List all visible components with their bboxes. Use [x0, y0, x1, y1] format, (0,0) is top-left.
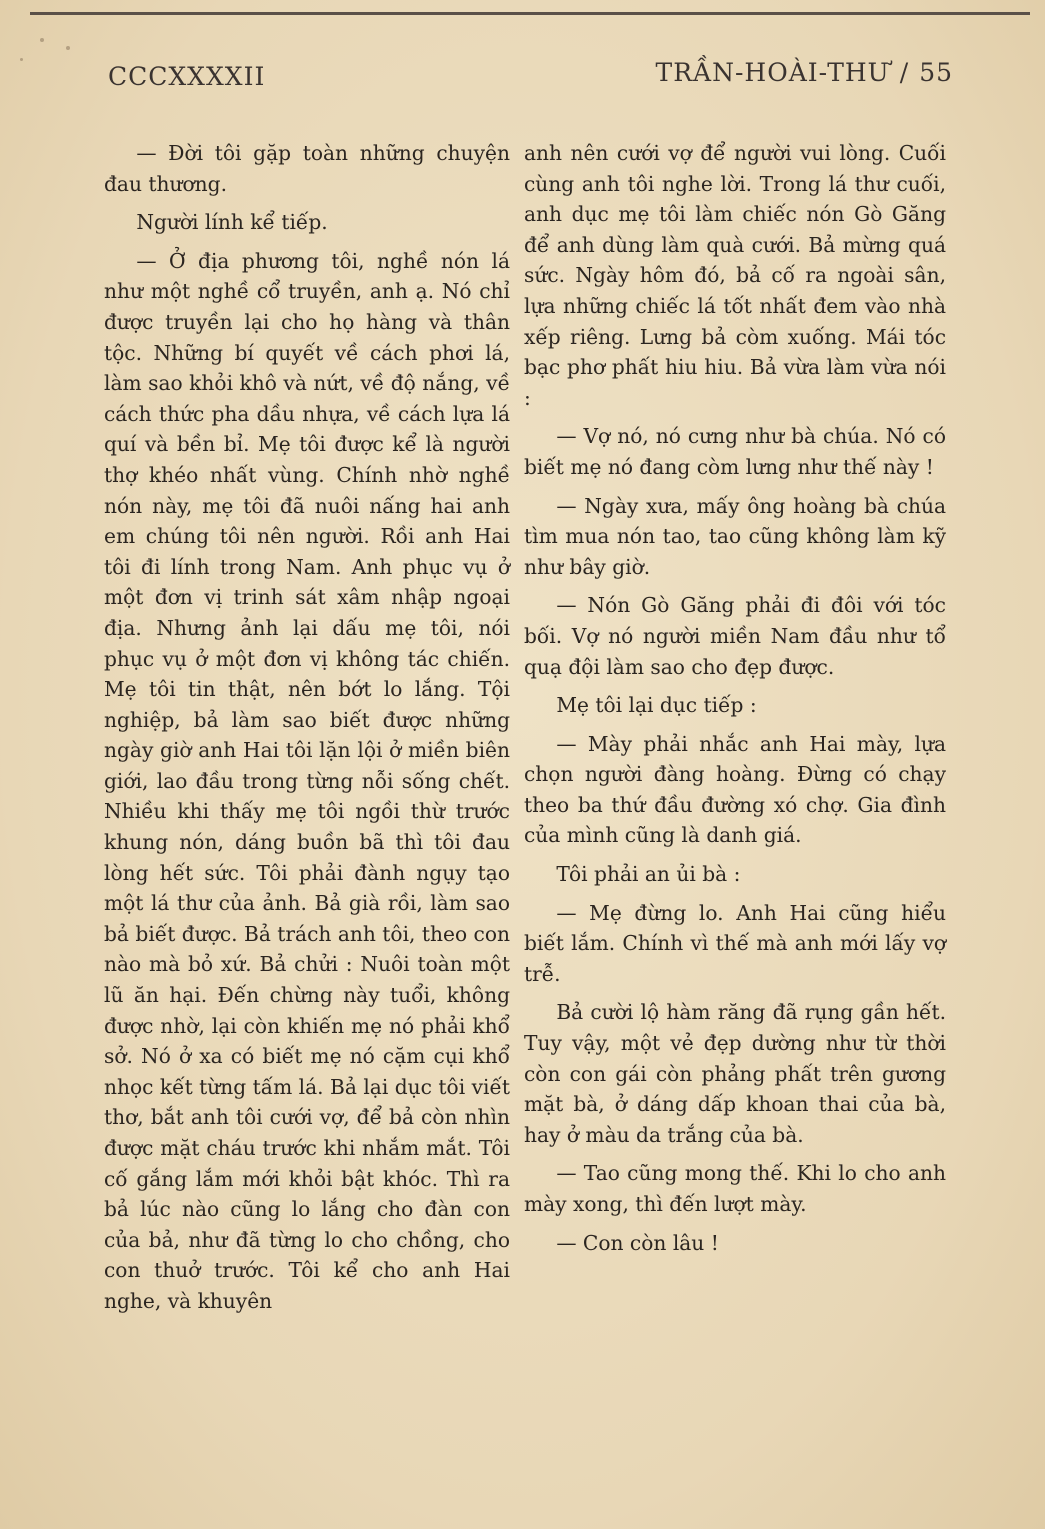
paragraph: — Ngày xưa, mấy ông hoàng bà chúa tìm mua nón tao, tao cũng không làm kỹ như bây giờ.: [524, 493, 946, 579]
running-title: TRẦN-HOÀI-THƯ: [655, 58, 890, 87]
paragraph: Bả cười lộ hàm răng đã rụng gần hết. Tuy vậy, một vẻ đẹp dường như từ thời còn con gái còn phảng phất trên gương mặt bà, ở dáng dấp khoan thai của bà, hay ở màu da trắng của bà.: [524, 1000, 946, 1147]
paragraph: anh nên cưới vợ để người vui lòng. Cuối cùng anh tôi nghe lời. Trong lá thư cuối, anh dục mẹ tôi làm chiếc nón Gò Găng để anh dùng làm quà cưới. Bả mừng quá sức. Ngày hôm đó, bả cố ra ngoài sân, lựa những chiếc lá tốt nhất đem vào nhà xếp riêng. Lưng bả còm xuống. Mái tóc bạc phơ phất hiu hiu. Bả vừa làm vừa nói :: [524, 141, 946, 410]
paragraph: — Vợ nó, nó cưng như bà chúa. Nó có biết mẹ nó đang còm lưng như thế này !: [524, 424, 946, 479]
paragraph: — Đời tôi gặp toàn những chuyện đau thương.: [104, 141, 510, 196]
ink-speck: [40, 38, 44, 42]
paragraph: Mẹ tôi lại dục tiếp :: [556, 693, 757, 718]
paragraph: — Nón Gò Găng phải đi đôi với tóc bối. Vợ nó người miền Nam đầu như tổ quạ đội làm sao cho đẹp được.: [524, 593, 946, 679]
page-section-label: CCCXXXXII: [108, 62, 266, 91]
top-rule: [30, 12, 1030, 15]
left-column: [104, 138, 510, 1317]
paragraph: — Tao cũng mong thế. Khi lo cho anh mày xong, thì đến lượt mày.: [524, 1161, 946, 1216]
paragraph: — Mày phải nhắc anh Hai mày, lựa chọn người đàng hoàng. Đừng có chạy theo ba thứ đầu đường xó chợ. Gia đình của mình cũng là danh giá.: [524, 731, 946, 848]
paragraph: — Ở địa phương tôi, nghề nón lá như một nghề cổ truyền, anh ạ. Nó chỉ được truyền lại cho họ hàng và thân tộc. Những bí quyết về cách phơi lá, làm sao khỏi khô và nứt, về độ nắng, về cách thức pha dầu nhựa, về cách lựa lá quí và bền bỉ. Mẹ tôi được kể là người thợ khéo nhất vùng. Chính nhờ nghề nón này, mẹ tôi đã nuôi nấng hai anh em chúng tôi nên người. Rồi anh Hai tôi đi lính trong Nam. Anh phục vụ ở một đơn vị trinh sát xâm nhập ngoại địa. Nhưng ảnh lại dấu mẹ tôi, nói phục vụ ở một đơn vị không tác chiến. Mẹ tôi tin thật, nên bớt lo lắng. Tội nghiệp, bả làm sao biết được những ngày giờ anh Hai tôi lặn lội ở miền biên giới, lao đầu trong từng nỗi sống chết. Nhiều khi thấy mẹ tôi ngồi thừ trước khung nón, dáng buồn bã thì tôi đau lòng hết sức. Tôi phải đành ngụy tạo một lá thư của ảnh. Bả già rồi, làm sao bả biết được. Bả trách anh tôi, theo con nào mà bỏ xứ. Bả chửi : Nuôi toàn một lũ ăn hại. Đến chừng này tuổi, không được nhờ, lại còn khiến mẹ nó phải khổ sở. Nó ở xa có biết mẹ nó cặm cụi khổ nhọc kết từng tấm lá. Bả lại dục tôi viết thơ, bắt anh tôi cưới vợ, để bả còn nhìn được mặt cháu trước khi nhắm mắt. Tôi cố gắng lắm mới khỏi bật khóc. Thì ra bả lúc nào cũng lo lắng cho đàn con của bả, như đã từng lo cho chồng, cho con thuở trước. Tôi kể cho anh Hai nghe, và khuyên: [104, 248, 510, 1313]
ink-speck: [20, 58, 23, 61]
page-number: 55: [919, 58, 953, 87]
header-separator: /: [899, 58, 910, 87]
paragraph: Tôi phải an ủi bà :: [556, 862, 741, 887]
ink-speck: [66, 46, 70, 50]
paragraph: Người lính kể tiếp.: [136, 210, 328, 235]
paragraph: — Mẹ đừng lo. Anh Hai cũng hiểu biết lắm. Chính vì thế mà anh mới lấy vợ trễ.: [524, 900, 946, 986]
running-header: [656, 58, 953, 87]
right-column: [524, 138, 946, 1258]
paragraph: — Con còn lâu !: [556, 1230, 719, 1255]
